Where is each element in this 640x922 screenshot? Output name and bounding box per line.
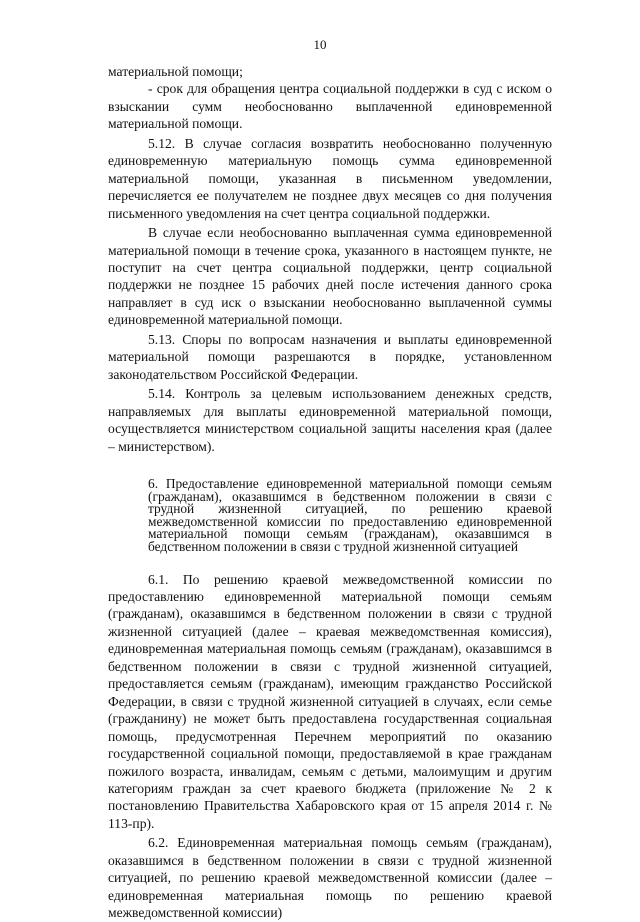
paragraph-continuation: материальной помощи; xyxy=(108,64,243,79)
paragraph-6-1: 6.1. По решению краевой межведомственной комиссии по предоставлению единовременной материальной помощи семьям (гражданам), оказавшимся в бедственном положении в связи с трудной жизненной ситуацией (далее – краевая межведомственная комиссия), единовременная материальная помощь семьям (гражданам), оказавшимся в бедственном положении в связи с трудной жизненной ситуацией, предоставляется семьям (гражданам), имеющим гражданство Российской Федерации, в связи с трудной жизненной ситуацией в случаях, если семье (гражданину) не может быть предоставлена государственная социальная помощь, предусмотренная Перечнем мероприятий по оказанию государственной социальной помощи, предоставляемой в крае гражданам пожилого возраста, инвалидам, семьям с детьми, малоимущим и другим категориям граждан за счет краевого бюджета (приложение № 2 к постановлению Правительства Хабаровского края от 15 апреля 2014 г. № 113-пр). xyxy=(108,571,552,831)
paragraph-6-2: 6.2. Единовременная материальная помощь семьям (гражданам), оказавшимся в бедственном положении в связи с трудной жизненной ситуацией, по решению краевой межведомственной комиссии (далее – единовременная материальная помощь по решению краевой межведомственной комиссии) xyxy=(108,835,552,921)
section-heading-text: Предоставление единовременной материальной помощи семьям (гражданам), оказавшимся в бедственном положении в связи с трудной жизненной ситуацией, по решению краевой межведомственной комиссии по предоставлению единовременной материальной помощи семьям (гражданам), оказавшимся в бедственном положении в связи с трудной жизненной ситуацией xyxy=(148,475,552,554)
paragraph-5-12: 5.12. В случае согласия возвратить необоснованно полученную единовременную материальную помощь сумма единовременной материальной помощи, указанная в письменном уведомлении, перечисляется ее получателем не позднее двух месяцев со дня получения письменного уведомления на счет центра социальной поддержки. xyxy=(108,135,552,221)
page-number: 10 xyxy=(313,37,327,52)
paragraph-5-13: 5.13. Споры по вопросам назначения и выплаты единовременной материальной помощи разрешаются в порядке, установленном законодательством Российской Федерации. xyxy=(108,331,552,382)
paragraph-5-14: 5.14. Контроль за целевым использованием денежных средств, направляемых для выплаты единовременной материальной помощи, осуществляется министерством социальной защиты населения края (далее – министерством). xyxy=(108,386,552,454)
paragraph-claim-deadline: - срок для обращения центра социальной поддержки в суд с иском о взыскании сумм необоснованно выплаченной единовременной материальной помощи. xyxy=(108,81,552,132)
section-heading-number: 6. xyxy=(148,475,159,491)
paragraph-5-12-court: В случае если необоснованно выплаченная сумма единовременной материальной помощи в течение срока, указанного в настоящем пункте, не поступит на счет центра социальной поддержки, центр социальной поддержки не позднее 15 рабочих дней после истечения данного срока направляет в суд иск о взыскании необоснованно выплаченной суммы единовременной материальной помощи. xyxy=(108,225,552,328)
section-heading-6 xyxy=(108,475,552,554)
document-body xyxy=(108,63,552,922)
